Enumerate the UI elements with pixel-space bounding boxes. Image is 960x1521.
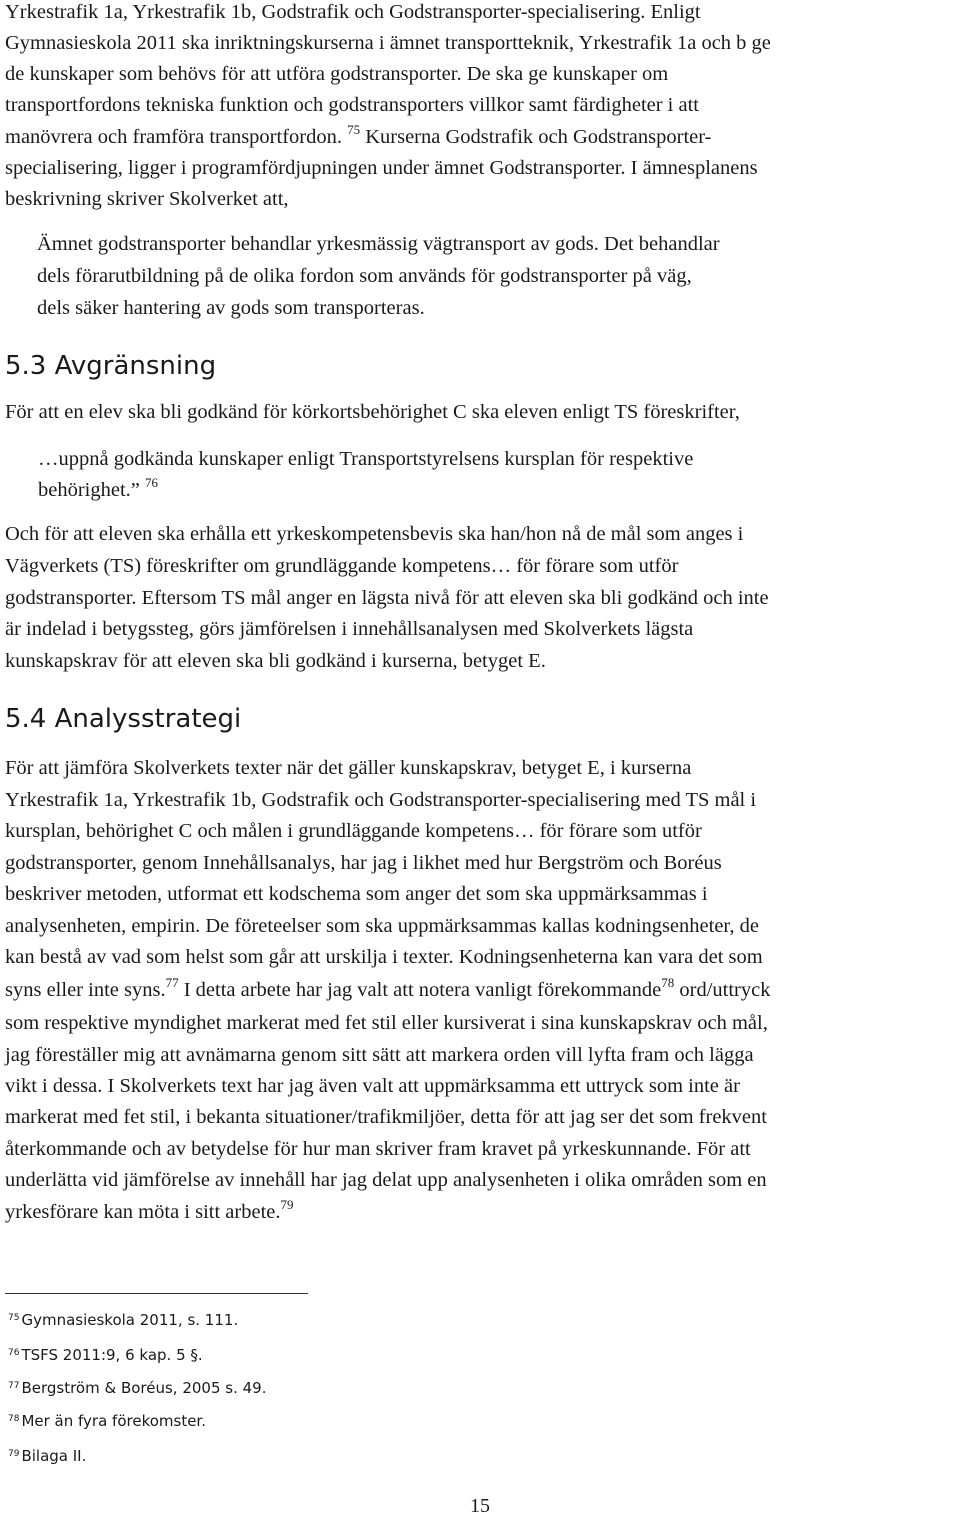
body-line: Yrkestrafik 1a, Yrkestrafik 1b, Godstrafik och Godstransporter-specialisering. Enligt xyxy=(5,1,701,23)
block-quote-line: dels förarutbildning på de olika fordon som används för godstransporter på väg, xyxy=(37,265,692,287)
body-line: transportfordons tekniska funktion och godstransporters villkor samt färdigheter i att xyxy=(5,94,699,116)
footnote-ref[interactable]: 78 xyxy=(661,975,675,990)
block-quote-line: behörighet.” $^{76}$ xyxy=(38,475,159,501)
body-line: analysenheten, empirin. De företeelser som ska uppmärksammas kallas kodningsenheter, de xyxy=(5,915,760,937)
footnote-78: $^{78}$ Mer än fyra förekomster. xyxy=(8,1412,206,1430)
body-line: vikt i dessa. I Skolverkets text har jag även valt att uppmärksamma ett uttryck som inte är xyxy=(5,1075,740,1097)
block-quote-line: Ämnet godstransporter behandlar yrkesmässig vägtransport av gods. Det behandlar xyxy=(37,233,720,255)
body-line: kan bestå av vad som helst som går att urskilja i texter. Kodningsenheterna kan vara det som xyxy=(5,946,763,968)
body-line: de kunskaper som behövs för att utföra godstransporter. De ska ge kunskaper om xyxy=(5,63,669,85)
body-line: jag föreställer mig att avnämarna genom sitt sätt att markera orden vill lyfta fram och lägga xyxy=(5,1044,754,1066)
body-line: är indelad i betygssteg, görs jämförelsen i innehållsanalysen med Skolverkets lägsta xyxy=(5,618,694,640)
body-line: markerat med fet stil, i bekanta situationer/trafikmiljöer, detta för att jag ser det som frekvent xyxy=(5,1106,767,1128)
body-line: manövrera och framföra transportfordon. $^{75}$ Kurserna Godstrafik och Godstransporter- xyxy=(5,122,712,148)
footnote-ref[interactable]: 79 xyxy=(280,1197,294,1212)
footnote-77: $^{77}$ Bergström & Boréus, 2005 s. 49. xyxy=(8,1379,267,1397)
body-line: Gymnasieskola 2011 ska inriktningskurserna i ämnet transportteknik, Yrkestrafik 1a och b ge xyxy=(5,32,771,54)
footnote-79: $^{79}$ Bilaga II. xyxy=(8,1447,87,1465)
body-line: Yrkestrafik 1a, Yrkestrafik 1b, Godstrafik och Godstransporter-specialisering med TS mål i xyxy=(5,789,757,811)
page-number: 15 xyxy=(470,1495,490,1517)
body-line: För att jämföra Skolverkets texter när det gäller kunskapskrav, betyget E, i kurserna xyxy=(5,757,692,779)
body-line: specialisering, ligger i programfördjupningen under ämnet Godstransporter. I ämnesplanens xyxy=(5,157,758,179)
body-line: återkommande och av betydelse för hur man skriver fram kravet på yrkeskunnande. För att xyxy=(5,1138,751,1160)
footnote-separator xyxy=(5,1293,308,1294)
body-line: godstransporter. Eftersom TS mål anger en lägsta nivå för att eleven ska bli godkänd och inte xyxy=(5,587,769,609)
body-line: Vägverkets (TS) föreskrifter om grundläggande kompetens… för förare som utför xyxy=(5,555,679,577)
footnote-76: $^{76}$ TSFS 2011:9, 6 kap. 5 §. xyxy=(8,1346,203,1364)
body-line: syns eller inte syns.$^{77}$ I detta arbete har jag valt att notera vanligt förekommande$^{78}$ ord/uttryck xyxy=(5,975,771,1001)
body-line: beskriver metoden, utformat ett kodschema som anger det som ska uppmärksammas i xyxy=(5,883,708,905)
footnote-ref[interactable]: 75 xyxy=(347,122,361,137)
section-heading-5-3: 5.3 Avgränsning xyxy=(5,351,217,381)
block-quote-line: dels säker hantering av gods som transporteras. xyxy=(37,297,425,319)
body-line: yrkesförare kan möta i sitt arbete.$^{79}$ xyxy=(5,1197,294,1223)
block-quote-line: …uppnå godkända kunskaper enligt Transportstyrelsens kursplan för respektive xyxy=(38,448,694,470)
footnote-ref[interactable]: 77 xyxy=(165,975,179,990)
footnote-75: $^{75}$ Gymnasieskola 2011, s. 111. xyxy=(8,1311,239,1329)
section-heading-5-4: 5.4 Analysstrategi xyxy=(5,704,242,734)
body-line: som respektive myndighet markerat med fet stil eller kursiverat i sina kunskapskrav och mål, xyxy=(5,1012,768,1034)
body-line: Och för att eleven ska erhålla ett yrkeskompetensbevis ska han/hon nå de mål som anges i xyxy=(5,523,744,545)
body-line: För att en elev ska bli godkänd för körkortsbehörighet C ska eleven enligt TS föreskrifter, xyxy=(5,401,740,423)
body-line: underlätta vid jämförelse av innehåll har jag delat upp analysenheten i olika områden som en xyxy=(5,1169,767,1191)
body-line: kursplan, behörighet C och målen i grundläggande kompetens… för förare som utför xyxy=(5,820,702,842)
footnote-ref[interactable]: 76 xyxy=(145,475,159,490)
body-line: kunskapskrav för att eleven ska bli godkänd i kurserna, betyget E. xyxy=(5,650,546,672)
body-line: beskrivning skriver Skolverket att, xyxy=(5,188,289,210)
body-line: godstransporter, genom Innehållsanalys, har jag i likhet med hur Bergström och Boréus xyxy=(5,852,722,874)
